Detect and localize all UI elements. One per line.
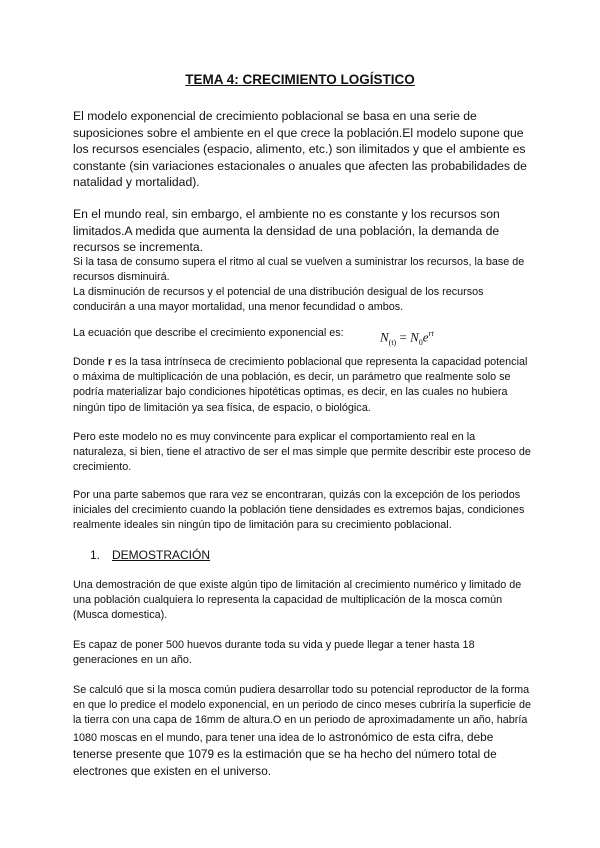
section-number: 1.	[90, 548, 101, 562]
paragraph-intro: El modelo exponencial de crecimiento poblacional se basa en una serie de suposiciones sobre el ambiente en el que crece la población.El modelo supone que los recursos esenciales (espacio, alimento, etc.) son ilimitados y que el ambiente es constante (sin variaciones estacionales o anuales que afecten las probabilidades de natalidad y mortalidad).	[73, 109, 527, 189]
r-definition-text: es la tasa intrínseca de crecimiento poblacional que representa la capacidad potencial o máxima de multiplicación de una población, es decir, un parámetro que realmente solo se podría materializar bajo condiciones hipotéticas optimas, es decir, en las cuales no hubiera ningún tipo de limitación ya sea física, de espacio, o biológica.	[73, 356, 528, 414]
paragraph-resource-decline: La disminución de recursos y el potencial de una distribución desigual de los recursos conducirán a una mayor mortalidad, una menor fecundidad o ambos.	[73, 286, 484, 314]
paragraph-ideal-conditions: Por una parte sabemos que rara vez se encontraran, quizás con la excepción de los periodos iniciales del crecimiento cuando la población tiene densidades es extremos bajas, condiciones realmente ideales sin ningún tipo de limitación para su crecimiento poblacional.	[73, 489, 525, 532]
paragraph-real-world: En el mundo real, sin embargo, el ambiente no es constante y los recursos son limitados.A medida que aumenta la densidad de una población, la demanda de recursos se incrementa.	[73, 207, 500, 254]
exponential-equation	[380, 329, 434, 347]
equation-rhs-sub: 0	[418, 337, 423, 347]
document-title: TEMA 4: CRECIMIENTO LOGÍSTICO	[185, 72, 415, 87]
r-definition-prefix: Donde	[73, 356, 108, 368]
section-heading	[90, 548, 210, 562]
equation-base: e	[422, 329, 429, 345]
calculation-text-a: Se calculó que si la mosca común pudiera desarrollar todo su potencial reproductor de la forma en que lo predice el modelo exponencial, en un periodo de cinco meses cubriría la superficie de la tierra con una capa de 16mm de altura.O en un periodo de aproximadamente un año, habría 1080 moscas en el mundo, para tener una idea de lo	[73, 684, 531, 744]
equation-label: La ecuación que describe el crecimiento exponencial es:	[73, 327, 344, 339]
equation-rhs: N	[410, 329, 419, 345]
paragraph-r-definition	[73, 355, 531, 416]
equation-exponent: rt	[428, 329, 434, 338]
r-symbol: r	[107, 356, 113, 368]
section-label: DEMOSTRACIÓN	[112, 548, 211, 562]
paragraph-calculation	[73, 683, 531, 780]
calculation-text-b: astronómico de esta cifra, debe tenerse presente que 1079 es la estimación que se ha hecho del número total de electrones que existen en el universo.	[73, 729, 497, 779]
equation-lhs-sub: (t)	[388, 337, 397, 347]
paragraph-model-critique: Pero este modelo no es muy convincente para explicar el comportamiento real en la naturaleza, si bien, tiene el atractivo de ser el mas simple que permite describir este proceso de crecimiento.	[73, 431, 531, 474]
paragraph-demonstration: Una demostración de que existe algún tipo de limitación al crecimiento numérico y limitado de una población cualquiera lo representa la capacidad de multiplicación de la mosca común (Musca domestica).	[73, 579, 522, 622]
paragraph-eggs: Es capaz de poner 500 huevos durante toda su vida y puede llegar a tener hasta 18 generaciones en un año.	[73, 639, 475, 667]
paragraph-consumption: Si la tasa de consumo supera el ritmo al cual se vuelven a suministrar los recursos, la base de recursos disminuirá.	[73, 256, 525, 284]
equation-equals: =	[396, 329, 411, 345]
equation-lhs: N	[380, 329, 389, 345]
